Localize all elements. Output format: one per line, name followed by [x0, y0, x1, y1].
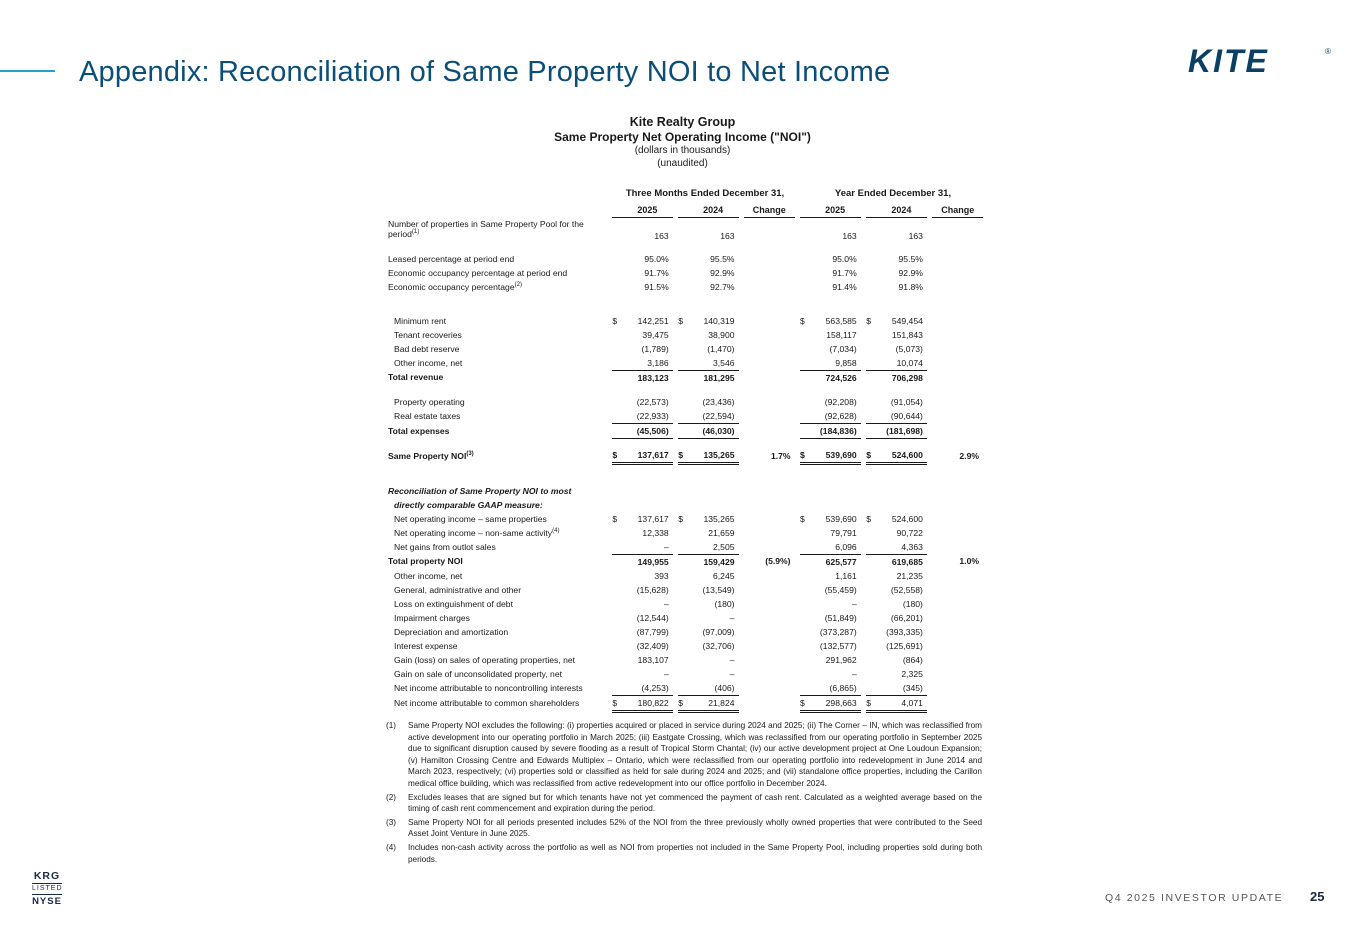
- page-title: Appendix: Reconciliation of Same Property NOI to Net Income: [79, 56, 891, 88]
- table-row: Economic occupancy percentage at period end 91.7% 92.9% 91.7% 92.9%: [388, 267, 923, 278]
- table-row: Leased percentage at period end 95.0% 95.5% 95.0% 95.5%: [388, 253, 923, 264]
- table-row: Bad debt reserve (1,789) (1,470) (7,034) (5,073): [394, 343, 923, 354]
- logo-registered-mark: ®: [1325, 47, 1331, 56]
- footnote-1: (1) Same Property NOI excludes the following: (i) properties acquired or placed in service during 2024 and 2025; (ii) The Corner – IN, which was reclassified from active development into our operating portfolio in March 2025; (iii) Eastgate Crossing, which was reclassified from our operating portfolio in September 2025 due to significant disruption caused by severe flooding as a result of Tropical Storm Chantal; (iv) our active development project at One Loudoun Expansion; (v) Hamilton Crossing Centre and Edwards Multiplex – Ontario, which were reclassified from our operating portfolio into redevelopment in June 2014 and March 2023, respectively; (vi) properties sold or classified as held for sale during 2024 and 2025; and (vii) standalone office properties, including the Carillon medical office building, which was reclassified from active redevelopment into our office portfolio in December 2024.: [386, 721, 982, 788]
- table-row: Total expenses (45,506) (46,030) (184,836) (181,698): [388, 423, 983, 438]
- table-row: Loss on extinguishment of debt – (180) – (180): [394, 598, 923, 609]
- table-row: Gain on sale of unconsolidated property, net – – – 2,325: [394, 668, 923, 679]
- table-row: Net operating income – same properties $ 137,617 $ 135,265 $ 539,690 $ 524,600: [394, 513, 923, 524]
- table-row: Same Property NOI$^{(3)}$ $ 137,617 $ 135,265 1.7% $ 539,690 $ 524,600 2.9%: [388, 448, 983, 464]
- kite-logo: [1188, 44, 1333, 76]
- col-y-change: Change: [932, 203, 983, 218]
- col-y2025: 2025: [810, 203, 861, 218]
- noi-table: [388, 203, 983, 713]
- footnote-2: (2) Excludes leases that are signed but for which tenants have not yet commenced the payment of cash rent. Calculated as a weighted average based on the timing of cash rent commencement and expiration during the period.: [386, 792, 982, 814]
- footnote-4: (4) Includes non-cash activity across the portfolio as well as NOI from properties not included in the Same Property Pool, including properties sold during both periods.: [386, 842, 982, 864]
- footer-label: Q4 2025 INVESTOR UPDATE: [1105, 892, 1284, 904]
- table-row: Economic occupancy percentage$^{(2)}$ 91.5% 92.7% 91.4% 91.8%: [388, 281, 923, 292]
- period-header-quarter: Three Months Ended December 31,: [625, 188, 785, 199]
- report-units: (dollars in thousands): [634, 145, 731, 156]
- page-number: 25: [1310, 889, 1325, 904]
- table-header-row: [388, 203, 983, 218]
- col-y2024: 2024: [876, 203, 927, 218]
- col-q2025: 2025: [622, 203, 673, 218]
- table-row: Net gains from outlot sales – 2,505 6,096 4,363: [388, 540, 983, 555]
- table-row: General, administrative and other (15,628) (13,549) (55,459) (52,558): [394, 584, 923, 595]
- table-row: Other income, net 393 6,245 1,161 21,235: [394, 570, 923, 581]
- table-row: Reconciliation of Same Property NOI to most: [388, 485, 572, 496]
- footnote-3: (3) Same Property NOI for all periods presented includes 52% of the NOI from the three previously wholly owned properties that were contributed to the Seed Asset Joint Venture in June 2025.: [386, 817, 982, 839]
- table-row: Total revenue 183,123 181,295 724,526 706,298: [388, 372, 923, 383]
- title-accent-line: [0, 70, 55, 72]
- table-row: directly comparable GAAP measure:: [394, 499, 543, 510]
- report-company: Kite Realty Group: [629, 115, 736, 129]
- nyse-ticker-badge: KRG LISTED NYSE: [32, 870, 63, 907]
- table-row: Depreciation and amortization (87,799) (97,009) (373,287) (393,335): [394, 626, 923, 637]
- table-row: Gain (loss) on sales of operating properties, net 183,107 – 291,962 (864): [394, 654, 923, 665]
- table-row: Property operating (22,573) (23,436) (92,208) (91,054): [394, 396, 923, 407]
- period-header-year: Year Ended December 31,: [834, 188, 952, 199]
- table-row: Tenant recoveries 39,475 38,900 158,117 151,843: [394, 329, 923, 340]
- col-q-change: Change: [744, 203, 794, 218]
- table-row: Real estate taxes (22,933) (22,594) (92,628) (90,644): [388, 409, 983, 424]
- table-row: Minimum rent $ 142,251 $ 140,319 $ 563,585 $ 549,454: [394, 315, 923, 326]
- table-row: Net income attributable to noncontrolling interests (4,253) (406) (6,865) (345): [388, 681, 983, 696]
- report-title: Same Property Net Operating Income ("NOI"): [554, 130, 811, 144]
- col-q2024: 2024: [688, 203, 739, 218]
- table-row: Number of properties in Same Property Pool for the period$^{(1)}$ 163 163 163 163: [388, 219, 923, 241]
- table-row: Net operating income – non-same activity$^{(4)}$ 12,338 21,659 79,791 90,722: [394, 527, 923, 538]
- table-row: Interest expense (32,409) (32,706) (132,577) (125,691): [394, 640, 923, 651]
- table-row: Impairment charges (12,544) – (51,849) (66,201): [394, 612, 923, 623]
- table-row: Other income, net 3,186 3,546 9,858 10,074: [388, 356, 983, 371]
- footnotes: [386, 720, 982, 867]
- logo-text: KITE: [1188, 44, 1269, 76]
- table-row: Total property NOI 149,955 159,429 (5.9%) 625,577 619,685 1.0%: [388, 556, 979, 567]
- table-row: Net income attributable to common shareholders $ 180,822 $ 21,824 $ 298,663 $ 4,071: [388, 695, 983, 711]
- report-audit-status: (unaudited): [657, 158, 708, 169]
